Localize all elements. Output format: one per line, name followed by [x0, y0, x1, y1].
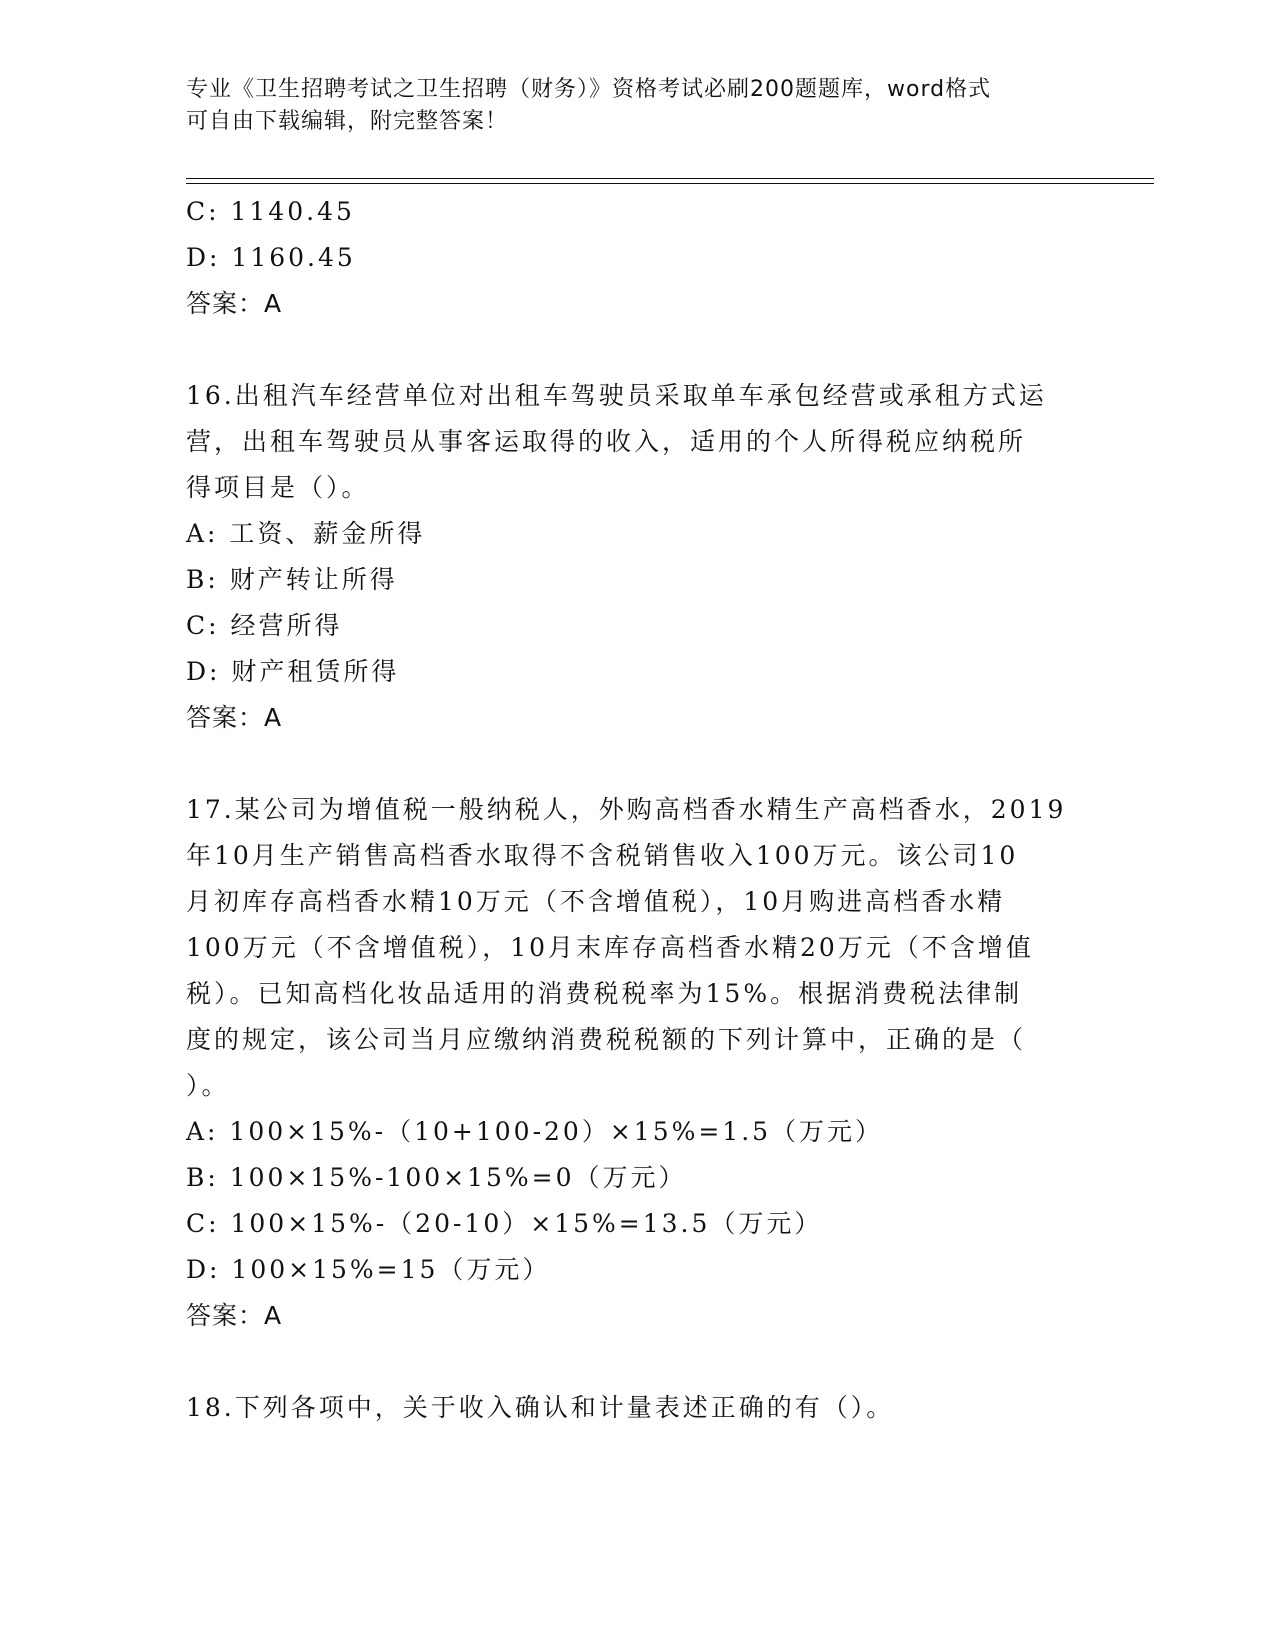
question-stem-line: 月初库存高档香水精10万元（不含增值税），10月购进高档香水精 [186, 887, 1006, 916]
document-body [186, 189, 1086, 1431]
question-stem-line: ）。 [186, 1071, 230, 1100]
header-line-2: 可自由下载编辑，附完整答案！ [186, 109, 509, 134]
option-c: C: 100×15%-（20-10）×15%=13.5（万元） [186, 1209, 823, 1238]
question-stem-line: 18.下列各项中，关于收入确认和计量表述正确的有（）。 [186, 1393, 895, 1422]
question-stem-line: 16.出租汽车经营单位对出租车驾驶员采取单车承包经营或承租方式运 [186, 381, 1047, 410]
question-stem-line: 营，出租车驾驶员从事客运取得的收入，适用的个人所得税应纳税所 [186, 427, 1027, 456]
document-header [186, 74, 1066, 138]
question-17 [186, 787, 1086, 1339]
spacer [186, 327, 1086, 373]
question-18 [186, 1385, 1086, 1431]
question-16 [186, 373, 1086, 741]
option-d: D: 100×15%=15（万元） [186, 1255, 551, 1284]
answer-line: 答案：A [186, 1301, 283, 1330]
option-b: B: 100×15%-100×15%=0（万元） [186, 1163, 687, 1192]
option-c: C: 1140.45 [186, 197, 355, 226]
question-stem-line: 年10月生产销售高档香水取得不含税销售收入100万元。该公司10 [186, 841, 1019, 870]
option-d: D: 财产租赁所得 [186, 657, 400, 686]
question-15 [186, 189, 1086, 327]
header-rule-top [186, 178, 1154, 179]
answer-line: 答案：A [186, 703, 283, 732]
option-b: B: 财产转让所得 [186, 565, 398, 594]
question-stem-line: 得项目是（）。 [186, 473, 370, 502]
answer-line: 答案：A [186, 289, 283, 318]
option-d: D: 1160.45 [186, 243, 356, 272]
spacer [186, 741, 1086, 787]
question-stem-line: 17.某公司为增值税一般纳税人，外购高档香水精生产高档香水，2019 [186, 795, 1067, 824]
question-stem-line: 税）。已知高档化妆品适用的消费税税率为15%。根据消费税法律制 [186, 979, 1023, 1008]
header-rule-bottom [186, 183, 1154, 184]
question-stem-line: 100万元（不含增值税），10月末库存高档香水精20万元（不含增值 [186, 933, 1034, 962]
option-c: C: 经营所得 [186, 611, 343, 640]
option-a: A: 工资、薪金所得 [186, 519, 426, 548]
option-a: A: 100×15%-（10+100-20）×15%=1.5（万元） [186, 1117, 884, 1146]
question-stem-line: 度的规定，该公司当月应缴纳消费税税额的下列计算中，正确的是（ [186, 1025, 1027, 1054]
header-line-1: 专业《卫生招聘考试之卫生招聘（财务）》资格考试必刷200题题库，word格式 [186, 77, 992, 102]
spacer [186, 1339, 1086, 1385]
